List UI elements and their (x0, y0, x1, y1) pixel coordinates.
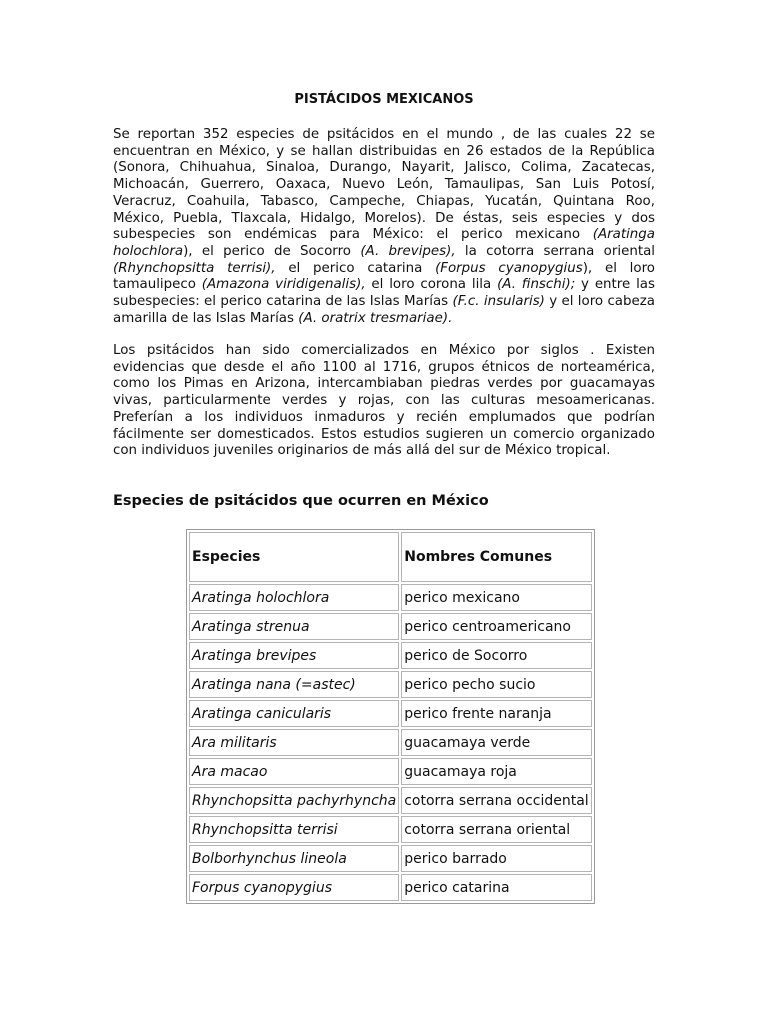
header-common-names: Nombres Comunes (401, 532, 591, 582)
species-name-cell: Rhynchopsitta pachyrhyncha (189, 787, 399, 814)
common-name-cell: perico de Socorro (401, 642, 591, 669)
species-name-cell: Aratinga strenua (189, 613, 399, 640)
table-row (189, 816, 592, 843)
text-run: la cotorra serrana oriental (455, 243, 656, 259)
table-row (189, 758, 592, 785)
intro-paragraph (113, 127, 655, 327)
text-run: y entre las subespecies: el perico catarina de las Islas Marías (113, 277, 655, 310)
species-name-cell: Bolborhynchus lineola (189, 845, 399, 872)
italic-run: (A. oratrix tresmariae). (298, 310, 453, 326)
common-name-cell: guacamaya verde (401, 729, 591, 756)
italic-run: (Amazona viridigenalis), (201, 277, 366, 293)
text-run: y el loro cabeza amarilla de las Islas Marías (113, 294, 655, 326)
species-name-cell: Ara macao (189, 758, 399, 785)
species-name-cell: Ara militaris (189, 729, 399, 756)
italic-run: (Forpus cyanopygius (435, 260, 583, 276)
table-heading: Especies de psitácidos que ocurren en México (113, 493, 489, 509)
italic-run: (A. finschi); (497, 277, 576, 293)
table-row (189, 787, 592, 814)
species-name-cell: Aratinga brevipes (189, 642, 399, 669)
common-name-cell: guacamaya roja (401, 758, 591, 785)
table-row (189, 584, 592, 611)
text-run: el loro corona lila (365, 277, 498, 293)
table-row (189, 845, 592, 872)
table-header-row (189, 532, 592, 582)
common-name-cell: perico mexicano (401, 584, 591, 611)
table-row (189, 671, 592, 698)
common-name-cell: cotorra serrana occidental (401, 787, 591, 814)
table-row (189, 700, 592, 727)
common-name-cell: perico frente naranja (401, 700, 591, 727)
species-name-cell: Aratinga holochlora (189, 584, 399, 611)
italic-run: (F.c. insularis) (452, 294, 545, 310)
species-name-cell: Aratinga nana (=astec) (189, 671, 399, 698)
common-name-cell: cotorra serrana oriental (401, 816, 591, 843)
species-name-cell: Forpus cyanopygius (189, 874, 399, 901)
header-species: Especies (189, 532, 399, 582)
text-run: ), el loro tamaulipeco (113, 260, 655, 293)
text-run: el perico catarina (275, 260, 436, 276)
commerce-paragraph: Los psitácidos han sido comercializados en México por siglos . Existen evidencias que desde el año 1100 al 1716, grupos étnicos de norteamérica, como los Pimas en Arizona, intercambiaban piedras verdes por guacamayas vivas, particularmente verdes y rojas, con las culturas mesoamericanas. Preferían a los individuos inmaduros y recién emplumados que podrían fácilmente ser domesticados. Estos estudios sugieren un comercio organizado con individuos juveniles originarios de más allá del sur de México tropical. (113, 343, 655, 459)
page-title: PISTÁCIDOS MEXICANOS (294, 92, 474, 107)
species-name-cell: Aratinga canicularis (189, 700, 399, 727)
common-name-cell: perico pecho sucio (401, 671, 591, 698)
table-row (189, 729, 592, 756)
table-row (189, 613, 592, 640)
table-row (189, 874, 592, 901)
italic-run: (A. brevipes), (360, 243, 456, 259)
text-run: ), el perico de Socorro (183, 243, 361, 259)
common-name-cell: perico barrado (401, 845, 591, 872)
text-run: Se reportan 352 especies de psitácidos en el mundo , de las cuales 22 se encuentran en México, y se hallan distribuidas en 26 estados de la República (Sonora, Chihuahua, Sinaloa, Durango, Nayarit, Jalisco, Colima, Zacatecas, Michoacán, Guerrero, Oaxaca, Nuevo León, Tamaulipas, San Luis Potosí, Veracruz, Coahuila, Tabasco, Campeche, Chiapas, Yucatán, Quintana Roo, México, Puebla, Tlaxcala, Hidalgo, Morelos). De éstas, seis especies y dos subespecies son endémicas para México: el perico mexicano (113, 127, 655, 243)
italic-run: (Aratinga holochlora (113, 227, 655, 259)
table-row (189, 642, 592, 669)
italic-run: (Rhynchopsitta terrisi), (113, 260, 276, 276)
species-name-cell: Rhynchopsitta terrisi (189, 816, 399, 843)
common-name-cell: perico centroamericano (401, 613, 591, 640)
species-table (186, 529, 595, 904)
common-name-cell: perico catarina (401, 874, 591, 901)
